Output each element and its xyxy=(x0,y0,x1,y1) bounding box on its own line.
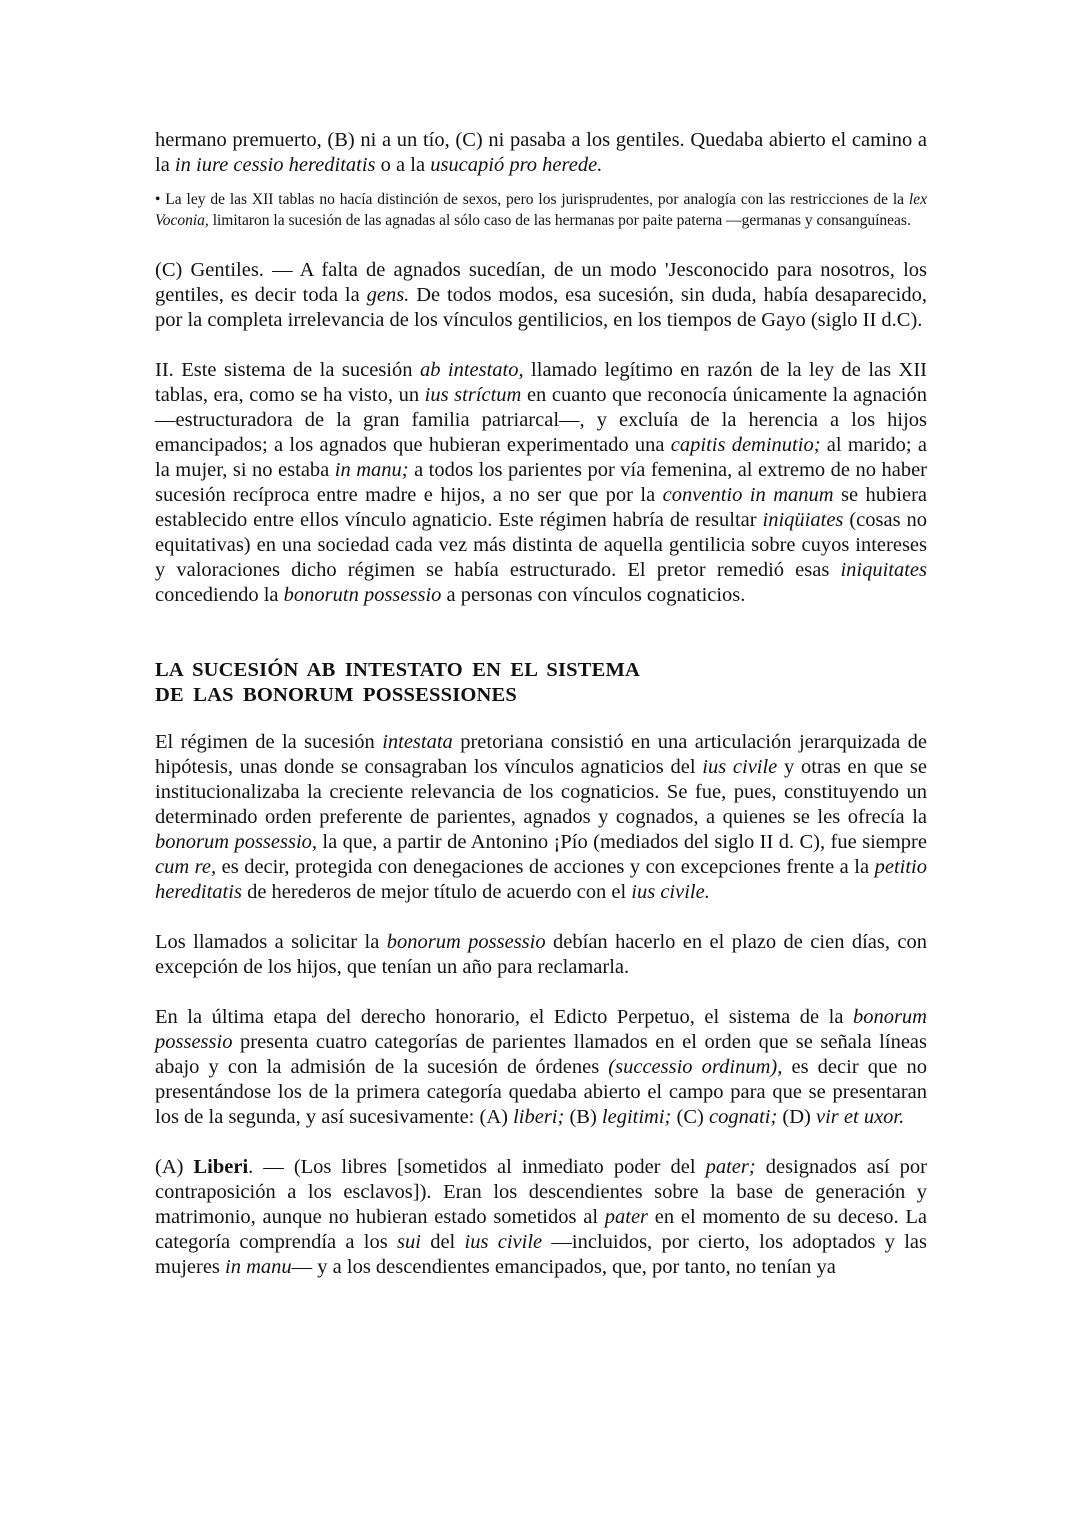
paragraph-plazo xyxy=(155,930,927,980)
section-heading xyxy=(155,658,927,708)
italic-term: sui xyxy=(397,1231,421,1253)
italic-term: intestata xyxy=(382,731,453,753)
text-run: de herederos de mejor título de acuerdo con el xyxy=(241,881,632,903)
text-run: llamado legítimo en razón de la ley de las XII tablas, era, como se ha visto, un xyxy=(155,359,927,406)
italic-term: vir et uxor. xyxy=(816,1106,905,1128)
text-run: a todos los parientes por vía femenina, al extremo de no haber sucesión recíproca entre madre e hijos, a no ser que por la xyxy=(155,459,928,506)
italic-term: in manu; xyxy=(334,459,409,481)
paragraph-continuation xyxy=(155,128,927,178)
text-run: y otras en que se institucionalizaba la creciente relevancia de los cognaticios. Se fue, pues, constituyendo un determinado orden preferente de parientes, agnados y cognados, a quienes se les ofrecía la xyxy=(155,756,928,828)
text-run: (A) xyxy=(155,1156,194,1178)
italic-term: ius civile xyxy=(464,1231,543,1253)
italic-term: legitimi; xyxy=(601,1106,672,1128)
footnote xyxy=(155,190,927,231)
text-run: al marido; a la mujer, si no estaba xyxy=(155,434,927,481)
italic-term: iniquitates xyxy=(840,559,927,581)
italic-term: usucapió pro herede. xyxy=(430,154,603,176)
italic-term: pater xyxy=(604,1206,649,1228)
text-run: (D) xyxy=(777,1106,817,1128)
text-run: • La ley de las XII tablas no hacía distinción de sexos, pero los jurisprudentes, por analogía con las restricciones de la xyxy=(155,191,909,208)
italic-term: iniqüiates xyxy=(762,509,844,531)
text-run: De todos modos, esa sucesión, sin duda, había desaparecido, por la completa irrelevancia de los vínculos gentilicios, en los tiempos de Gayo (siglo II d.C). xyxy=(155,284,927,331)
italic-term: ab intestato, xyxy=(419,359,524,381)
text-run: debían hacerlo en el plazo de cien días, con excepción de los hijos, que tenían un año para reclamarla. xyxy=(155,931,927,978)
text-run: — y a los descendientes emancipados, que, por tanto, no tenían ya xyxy=(291,1256,836,1278)
italic-term: cum re, xyxy=(155,856,217,878)
italic-term: ius civile xyxy=(702,756,778,778)
text-run: (B) xyxy=(564,1106,602,1128)
italic-term: bonorutn possessio xyxy=(283,584,442,606)
text-run: El régimen de la sucesión xyxy=(155,731,383,753)
paragraph-categorias xyxy=(155,1005,927,1130)
italic-term: bonorum possessio xyxy=(386,931,546,953)
text-run: es decir que no presentándose los de la primera categoría quedaba abierto el campo para que se presentaran los de la segunda, y así sucesivamente: (A) xyxy=(155,1056,927,1128)
italic-term: liberi; xyxy=(513,1106,565,1128)
section-heading-line: DE LAS BONORUM POSSESSIONES xyxy=(155,684,518,706)
text-run: a personas con vínculos cognaticios. xyxy=(441,584,746,606)
text-run: (C) xyxy=(671,1106,709,1128)
italic-term: cognati; xyxy=(708,1106,778,1128)
italic-term: in manu xyxy=(225,1256,292,1278)
italic-term: ius civile. xyxy=(631,881,710,903)
text-run: es decir, protegida con denegaciones de acciones y con excepciones frente a la xyxy=(216,856,875,878)
italic-term: bonorum possessio, xyxy=(155,831,318,853)
italic-term: bonorum possessio xyxy=(155,1006,927,1053)
italic-term: (successio ordinum), xyxy=(608,1056,783,1078)
text-run: . — (Los libres [sometidos al inmediato poder del xyxy=(248,1156,706,1178)
text-run: presenta cuatro categorías de parientes llamados en el orden que se señala líneas abajo y con la admisión de la sucesión de órdenes xyxy=(155,1031,927,1078)
text-run: II. Este sistema de la sucesión xyxy=(155,359,420,381)
text-run: se hubiera establecido entre ellos vínculo agnaticio. Este régimen habría de resultar xyxy=(155,484,927,531)
paragraph-regimen xyxy=(155,730,927,905)
bold-term: Liberi xyxy=(193,1156,249,1178)
text-run: del xyxy=(420,1231,465,1253)
text-run: hermano premuerto, (B) ni a un tío, (C) ni pasaba a los gentiles. Quedaba abierto el camino a la xyxy=(155,129,927,176)
italic-term: gens. xyxy=(366,284,410,306)
italic-term: lex Voconia, xyxy=(155,191,927,229)
text-run: (cosas no equitativas) en una sociedad cada vez más distinta de aquella gentilicia sobre cuyos intereses y valoraciones dicho régimen se había estructurado. El pretor remedió esas xyxy=(155,509,927,581)
italic-term: pater; xyxy=(705,1156,756,1178)
text-run: —incluidos, por cierto, los adoptados y las mujeres xyxy=(155,1231,928,1278)
text-run: pretoriana consistió en una articulación jerarquizada de hipótesis, unas donde se consagraban los vínculos agnaticios del xyxy=(155,731,927,778)
italic-term: ius stríctum xyxy=(424,384,522,406)
text-run: la que, a partir de Antonino ¡Pío (mediados del siglo II d. C), fue siempre xyxy=(317,831,927,853)
italic-term: conventio in manum xyxy=(662,484,834,506)
text-run: limitaron la sucesión de las agnadas al sólo caso de las hermanas por paite paterna —germanas y consanguíneas. xyxy=(208,211,911,229)
text-run: Los llamados a solicitar la xyxy=(155,931,387,953)
text-run: en el momento de su deceso. La categoría comprendía a los xyxy=(155,1206,927,1253)
text-run: en cuanto que reconocía únicamente la agnación —estructuradora de la gran familia patriarcal—, y excluía de la herencia a los hijos emancipados; a los agnados que hubieran experimentado una xyxy=(155,384,928,456)
text-run: (C) Gentiles. — A falta de agnados sucedían, de un modo 'Jesconocido para nosotros, los gentiles, es decir toda la xyxy=(155,259,927,306)
paragraph-liberi xyxy=(155,1155,927,1280)
document-page xyxy=(155,128,927,1280)
section-heading-line: LA SUCESIÓN AB INTESTATO EN EL SISTEMA xyxy=(155,659,641,681)
italic-term: in iure cessio hereditatis xyxy=(174,154,376,176)
text-run: concediendo la xyxy=(155,584,284,606)
paragraph-sistema xyxy=(155,358,927,608)
text-run: En la última etapa del derecho honorario, el Edicto Perpetuo, el sistema de la xyxy=(155,1006,853,1028)
text-run: designados así por contraposición a los esclavos]). Eran los descendientes sobre la base de generación y matrimonio, aunque no hubieran estado sometidos al xyxy=(155,1156,927,1228)
italic-term: petitio hereditatis xyxy=(155,856,927,903)
italic-term: capitis deminutio; xyxy=(670,434,821,456)
text-run: o a la xyxy=(375,154,431,176)
paragraph-gentiles xyxy=(155,258,927,333)
